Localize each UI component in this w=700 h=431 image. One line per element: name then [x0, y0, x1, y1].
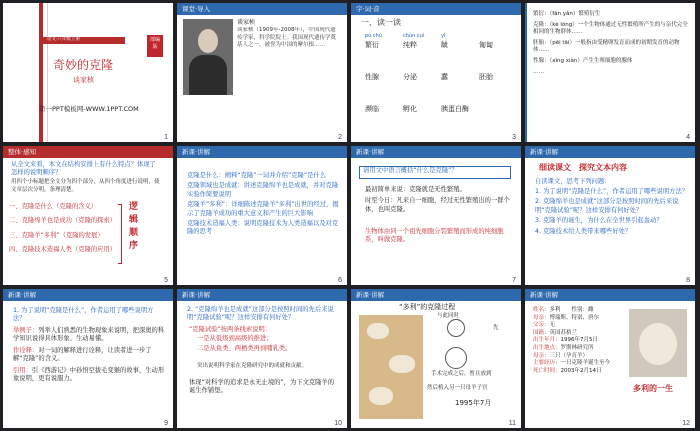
slide-badge: 语文·八年级上册 — [47, 37, 80, 42]
slide-title: 奇妙的克隆 — [53, 58, 114, 72]
answer-label: 作诠释： — [13, 346, 39, 354]
lead-text: 自读课文，思考下列问题： — [535, 178, 611, 185]
word: 胰蛋白酶 — [441, 105, 469, 113]
slide-header: 课堂·导入 — [182, 5, 211, 13]
order-label: 逻辑顺序 — [129, 202, 139, 251]
row-value: 英国苏格兰 — [549, 329, 578, 336]
content-list — [187, 172, 339, 239]
profile-row — [533, 368, 625, 376]
word-cell — [441, 97, 477, 114]
clue-item: 二是从鱼类、两栖类再到哺乳类。 — [197, 345, 292, 353]
slide-4[interactable] — [525, 3, 695, 142]
row-value: 三只（孕育羊） — [549, 352, 589, 359]
word-cell — [403, 97, 439, 114]
row-label: 母亲： — [533, 314, 550, 321]
answer-body: 列举人们熟悉的生物现象来说明，把深奥的科学知识说得具体形象、生动易懂。 — [13, 327, 165, 343]
word: 濒临 — [365, 105, 379, 113]
slide-number: 7 — [512, 277, 516, 284]
row-value: 1996年7月5日 — [560, 337, 599, 344]
question-list — [535, 188, 689, 238]
slide-header: 新课·讲解 — [530, 291, 559, 299]
note-text: 突出说明科学家在克隆研究中的成就和贡献。 — [197, 363, 308, 369]
profile-row — [533, 322, 625, 330]
portrait-image — [183, 19, 233, 95]
slide-number: 5 — [164, 277, 168, 284]
word-cell — [403, 33, 439, 50]
image-caption: 多利的一生 — [633, 384, 673, 393]
row-value: 一只克隆羊诞生至今 — [560, 360, 611, 367]
pinyin — [403, 97, 439, 104]
row-label: 出生年月： — [533, 337, 561, 344]
row-label: 姓名： — [533, 307, 550, 313]
profile-row — [533, 360, 625, 368]
outline-list — [9, 203, 119, 261]
slide-title: “多利”的克隆过程 — [399, 303, 456, 311]
row-value: 博瑞斯、特诺、唐尔 — [549, 314, 600, 321]
word: 蠢 — [441, 73, 448, 81]
profile-table — [533, 307, 625, 375]
content-list — [365, 186, 511, 217]
row-label: 母亲： — [533, 352, 550, 359]
outline-item: 三、克隆羊“多利”（克隆的发展） — [9, 231, 104, 239]
clue-item: 一是从低级到高级的推进； — [197, 335, 273, 342]
definition-line: 克隆：（kè lóng）一个生物体通过无性繁殖所产生的与亲代完全相同的生物群体…… — [533, 21, 688, 36]
answer-label: 举例子： — [13, 327, 39, 334]
step-label-2: 先 — [493, 325, 499, 331]
outline-item: 四、克隆技术造福人类（克隆的应用） — [9, 246, 117, 254]
question-item: 4. 克隆技术给人类带来哪些好处？ — [535, 227, 632, 235]
pinyin — [365, 97, 401, 104]
step-label-1: 与此同时 — [437, 313, 460, 319]
slide-number: 10 — [334, 420, 342, 427]
question-text: 1. 为了说明“克隆是什么”，作者运用了哪些说明方法？ — [13, 307, 154, 323]
slide-11[interactable] — [351, 289, 521, 428]
word-cell — [441, 65, 477, 82]
question-item: 1. 为了说明“克隆是什么”，作者运用了哪些说明方法？ — [535, 188, 689, 195]
word-cell — [403, 65, 439, 82]
slide-header: 新课·讲解 — [182, 148, 211, 156]
slide-number: 2 — [338, 134, 342, 141]
definition-line: 繁衍：（fán yǎn）繁殖衍生 — [533, 11, 601, 17]
step-label-4: 然后植入另一只母羊子宫 — [427, 385, 488, 391]
pinyin — [441, 65, 477, 72]
word-cell — [479, 33, 515, 50]
question-box: 请用文中语言概括“什么是克隆”？ — [363, 167, 458, 174]
slide-7[interactable] — [351, 146, 521, 285]
slide-number: 9 — [164, 420, 168, 427]
answer-list — [13, 327, 165, 386]
section-heading: 一、读一读 — [361, 18, 401, 27]
slide-12[interactable] — [525, 289, 695, 428]
slide-author: 谈家桢 — [73, 76, 94, 84]
answer-text: 生物体由同一个祖先细胞分裂繁殖而形成的纯细胞系，叫做克隆。 — [365, 228, 504, 244]
slide-header: 新课·讲解 — [356, 291, 385, 299]
slide-header: 新课·讲解 — [182, 291, 211, 299]
row-value: 罗斯林研究所 — [560, 344, 594, 351]
definition-list — [533, 11, 689, 79]
slide-8[interactable] — [525, 146, 695, 285]
slide-header: 新课·讲解 — [530, 148, 559, 156]
person-name: 谈家桢 — [237, 19, 256, 26]
slide-header: 整体·感知 — [8, 148, 37, 156]
word-cell — [365, 97, 401, 114]
clue-list — [197, 335, 337, 356]
content-line: 克隆技术造福人类：说明克隆技术为人类造福以及对克隆的思考 — [187, 220, 339, 236]
pinyin — [403, 65, 439, 72]
word: 分泌 — [403, 73, 417, 81]
row-label: 父亲： — [533, 322, 550, 329]
question-item: 2. 克隆绵羊也是成就”这部分是按照时间的先后来说明“克隆试验”呢？这样安排有何好处？ — [535, 198, 679, 214]
outline-item: 一、克隆是什么（克隆的含义） — [9, 203, 98, 210]
bio-text: 谈家桢（1909年-2008年），中国现代遗传学家，科学院院士。我国现代遗传学奠基人之一，被誉为中国的摩尔根…… — [237, 27, 337, 49]
outline-item: 二、克隆绵羊也是成功（克隆的探索） — [9, 217, 117, 225]
answer-body: 引《西游记》中孙悟空拔毛变猴的故事，生动形象说明，更有说服力。 — [13, 366, 165, 383]
content-line: 克隆是什么：阐释“克隆”一词并介绍“克隆”是什么 — [187, 172, 326, 179]
word: 孵化 — [403, 105, 417, 113]
definition-line: …… — [533, 68, 544, 75]
answer-item — [13, 347, 165, 364]
pinyin — [479, 65, 515, 72]
definition-line: 性腺：（xìng xiàn）产生生殖细胞的腺体 — [533, 57, 633, 64]
definition-line: 胚胎：（pēi tāi）一般指由受精卵发育而成的初期发育的动物体…… — [533, 39, 680, 54]
slide-header: 新课·讲解 — [8, 291, 37, 299]
slide-number: 4 — [686, 134, 690, 141]
slide-5[interactable] — [3, 146, 173, 285]
pinyin — [365, 65, 401, 72]
row-value: 无 — [549, 322, 556, 329]
word-cell — [479, 65, 515, 82]
row-value: 多利 性别：雌 — [549, 307, 594, 313]
word: 性腺 — [365, 73, 379, 81]
content-line: 克隆羊“多利”：详细陈述克隆羊“多利”出世的经过，揭示了克隆羊成功的重大意义和产生的巨大影响 — [187, 201, 339, 217]
row-value: 2003年2月14日 — [560, 367, 602, 374]
slide-6[interactable] — [177, 146, 347, 285]
slide-number: 8 — [686, 277, 690, 284]
word: 胚胎 — [479, 73, 493, 81]
slide-9[interactable] — [3, 289, 173, 428]
row-label: 出生地点： — [533, 344, 561, 351]
answer-label: 引用： — [13, 366, 32, 374]
pinyin — [479, 33, 515, 40]
slide-title: 细读课文 探究文本内容 — [539, 163, 627, 172]
date-label: 1995年7月 — [455, 399, 492, 407]
sub-heading: “克隆试验”按两条线索说明： — [189, 326, 272, 333]
word: 繁衍 — [365, 41, 379, 49]
word-cell — [365, 65, 401, 82]
answer-text: 用四个小标题把全文分为四个部分，从四个角度进行说明，使文章层次分明，条理清楚。 — [11, 179, 160, 193]
content-line: 克隆领域也是成就：讲述克隆绵羊也是成就，并对克隆实验作简要说明 — [187, 182, 339, 198]
slide-2[interactable] — [177, 3, 347, 142]
slide-number: 12 — [682, 420, 690, 427]
slide-header: 新课·讲解 — [356, 148, 385, 156]
pinyin: pú chú — [365, 33, 383, 39]
row-label: 国籍： — [533, 329, 550, 336]
answer-body: 对一词的解释进行诠释，让读者进一步了解“克隆”的含义。 — [13, 346, 152, 363]
slide-number: 11 — [508, 420, 516, 427]
question-item: 3. 克隆羊的诞生，为什么在全世界引起轰动？ — [535, 217, 663, 225]
pinyin: chún cuì — [403, 33, 425, 39]
profile-row — [533, 345, 625, 353]
row-label: 主要经历： — [533, 360, 561, 367]
slide-number: 3 — [512, 134, 516, 141]
slide-header: 字·词·音 — [356, 5, 380, 13]
row-label: 死亡时间： — [533, 367, 561, 374]
content-line: 最初简单来说：克隆就是无性繁殖。 — [365, 186, 466, 193]
word-cell — [441, 33, 477, 50]
slide-number: 1 — [164, 134, 168, 141]
corner-badge: 部编版 — [149, 37, 160, 50]
slide-number: 6 — [338, 277, 342, 284]
profile-row — [533, 307, 625, 315]
sheep-image — [629, 309, 687, 377]
content-line: 时至今日：凡来自一细胞，经过无性繁殖出的一群个体，也叫克隆。 — [365, 197, 510, 213]
word-cell — [365, 33, 401, 50]
word: 匍匐 — [479, 41, 493, 49]
site-label: 第一PPT模板网-WWW.1PPT.COM — [39, 105, 139, 113]
conclusion-text: 体现“对科学的追求是永无止境的”，为下文克隆羊的诞生作铺垫。 — [189, 379, 335, 395]
slide-3[interactable] — [351, 3, 521, 142]
pinyin: yǐ — [441, 33, 446, 39]
pinyin — [441, 97, 477, 104]
process-image — [359, 315, 423, 419]
word: 龇 — [441, 41, 448, 49]
answer-item — [13, 367, 165, 384]
answer-item — [13, 327, 165, 344]
question-text: 2. “克隆绵羊也是成就”这部分是按照时间的先后来说明“克隆试验”呢？这样安排有何好处？ — [187, 306, 334, 322]
word: 纯粹 — [403, 41, 417, 49]
profile-row — [533, 337, 625, 345]
step-label-3: 手术完成之后，暂且放到 — [431, 371, 492, 377]
question-text: 从全文来看，本文在结构安排上有什么特点？体现了怎样的说明顺序？ — [11, 161, 156, 177]
slide-10[interactable] — [177, 289, 347, 428]
slide-1[interactable] — [3, 3, 173, 142]
